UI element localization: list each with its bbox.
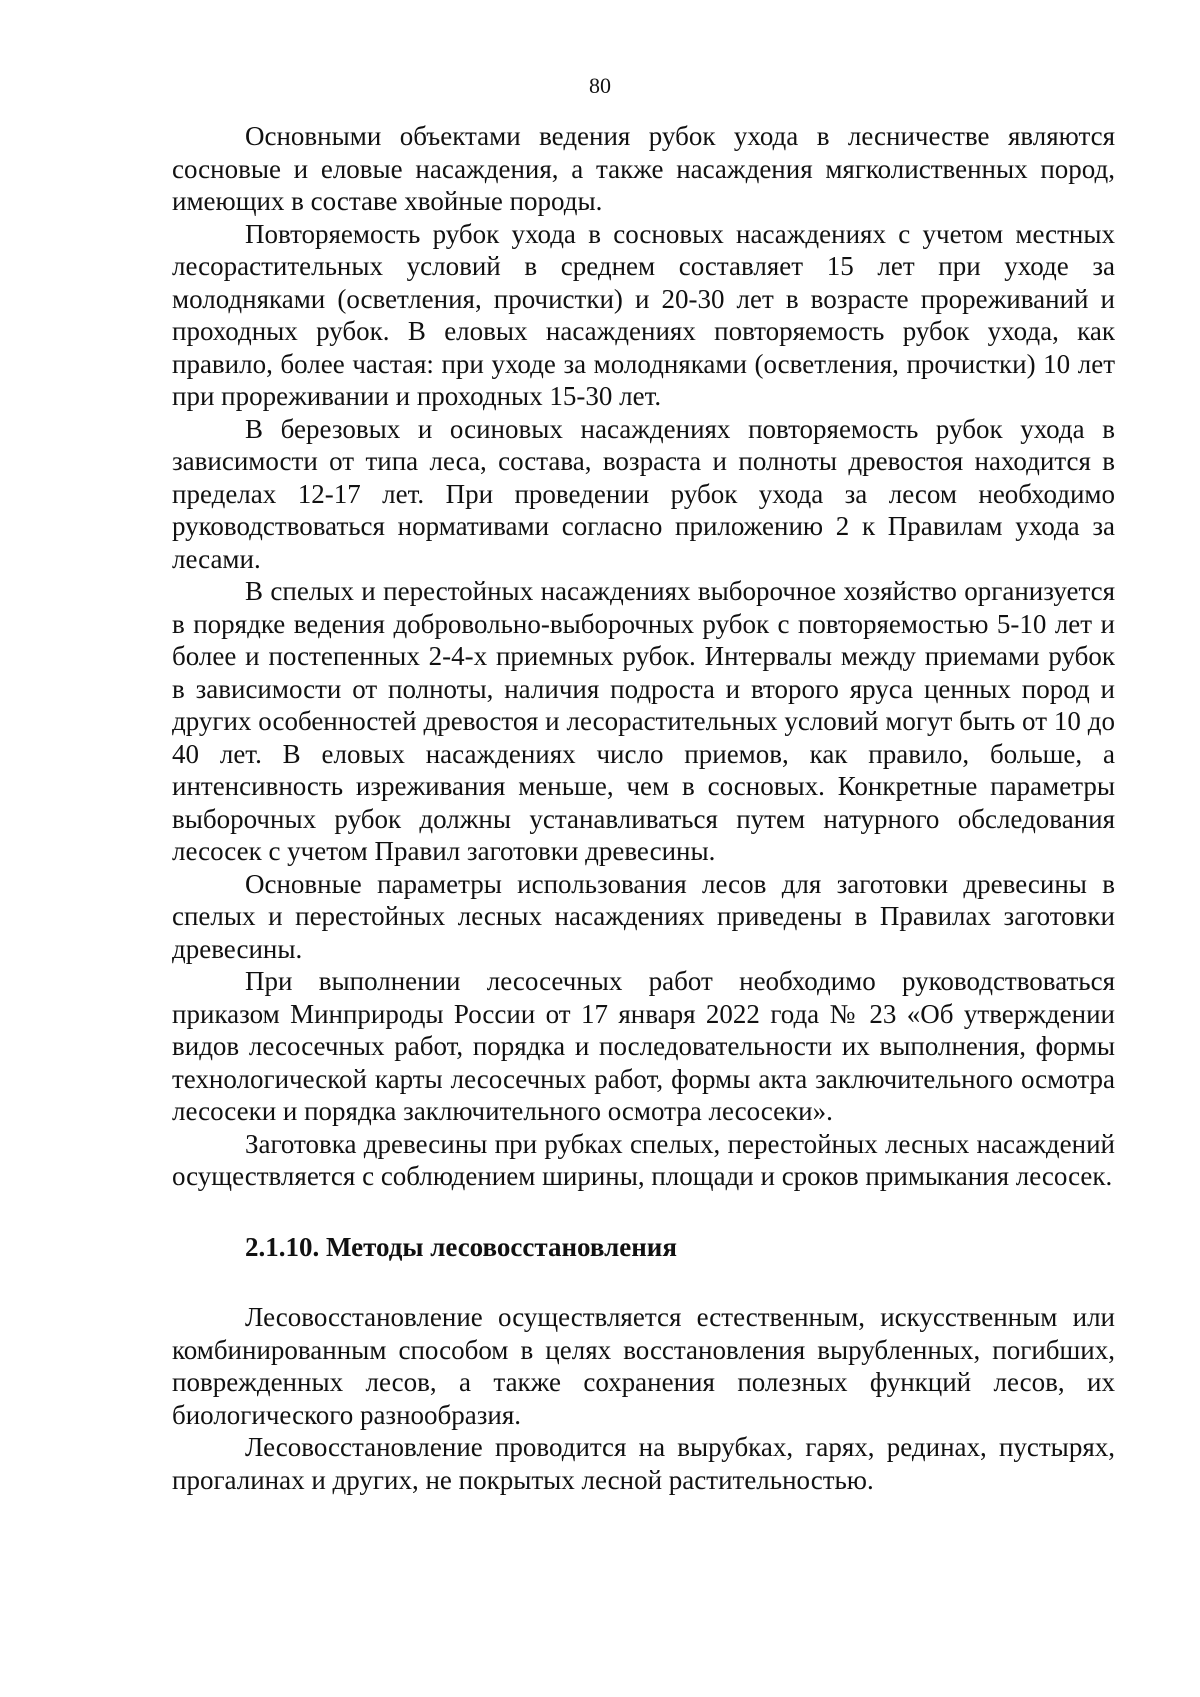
paragraph: В березовых и осиновых насаждениях повторяемость рубок ухода в зависимости от типа леса, состава, возраста и полноты древостоя находится в пределах 12-17 лет. При проведении рубок ухода за лесом необходимо руководствоваться нормативами согласно приложению 2 к Правилам ухода за лесами. [172, 413, 1115, 574]
section-heading: 2.1.10. Методы лесовосстановления [245, 1231, 677, 1262]
paragraph: В спелых и перестойных насаждениях выборочное хозяйство организуется в порядке ведения добровольно-выборочных рубок с повторяемостью 5-10 лет и более и постепенных 2-4-х приемных рубок. Интервалы между приемами рубок в зависимости от полноты, наличия подроста и второго яруса ценных пород и других особенностей древостоя и лесорастительных условий могут быть от 10 до 40 лет. В еловых насаждениях число приемов, как правило, больше, а интенсивность изреживания меньше, чем в сосновых. Конкретные параметры выборочных рубок должны устанавливаться путем натурного обследования лесосек с учетом Правил заготовки древесины. [172, 576, 1115, 866]
paragraph: При выполнении лесосечных работ необходимо руководствоваться приказом Минприроды России от 17 января 2022 года № 23 «Об утверждении видов лесосечных работ, порядка и последовательности их выполнения, формы технологической карты лесосечных работ, формы акта заключительного осмотра лесосеки и порядка заключительного осмотра лесосеки». [172, 966, 1115, 1126]
paragraph: Основными объектами ведения рубок ухода в лесничестве являются сосновые и еловые насаждения, а также насаждения мягколиственных пород, имеющих в составе хвойные породы. [172, 121, 1115, 216]
paragraph: Лесовосстановление осуществляется естественным, искусственным или комбинированным способом в целях восстановления вырубленных, погибших, поврежденных лесов, а также сохранения полезных функций лесов, их биологического разнообразия. [172, 1302, 1115, 1430]
paragraph: Повторяемость рубок ухода в сосновых насаждениях с учетом местных лесорастительных условий в среднем составляет 15 лет при уходе за молодняками (осветления, прочистки) и 20-30 лет в возрасте прореживаний и проходных рубок. В еловых насаждениях повторяемость рубок ухода, как правило, более частая: при уходе за молодняками (осветления, прочистки) 10 лет при прореживании и проходных 15-30 лет. [172, 218, 1115, 411]
paragraph: Основные параметры использования лесов для заготовки древесины в спелых и перестойных лесных насаждениях приведены в Правилах заготовки древесины. [172, 868, 1115, 964]
paragraph: Лесовосстановление проводится на вырубках, гарях, рединах, пустырях, прогалинах и других, не покрытых лесной растительностью. [172, 1432, 1115, 1495]
paragraph: Заготовка древесины при рубках спелых, перестойных лесных насаждений осуществляется с соблюдением ширины, площади и сроков примыкания лесосек. [172, 1128, 1115, 1191]
document-body [172, 120, 1115, 1496]
page-number: 80 [589, 73, 611, 98]
